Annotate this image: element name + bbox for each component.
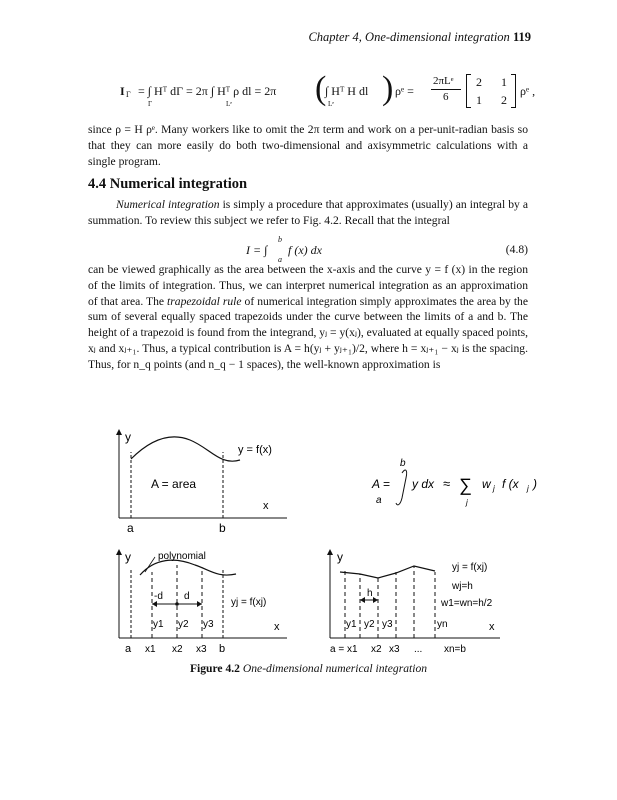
top-a-label: a bbox=[127, 521, 134, 535]
equation-top bbox=[120, 72, 540, 112]
bottom-right-panel bbox=[330, 550, 500, 655]
formula-close: ) bbox=[533, 477, 537, 491]
lim-gamma: Γ bbox=[148, 100, 153, 108]
m12: 1 bbox=[501, 75, 507, 89]
bl-a: a bbox=[125, 643, 132, 655]
eq-tail: ρᵉ , bbox=[520, 84, 536, 98]
formula-ydx: y dx bbox=[412, 477, 435, 491]
matrix-bracket-left bbox=[466, 74, 471, 108]
br-x2: x2 bbox=[371, 644, 382, 655]
br-ax1: a = x1 bbox=[330, 644, 358, 655]
quadrature-formula bbox=[371, 458, 537, 507]
caption-text: One-dimensional numerical integration bbox=[242, 662, 428, 675]
bl-midpoint-dot bbox=[175, 602, 179, 606]
figure-4-2 bbox=[0, 420, 617, 660]
top-b-label: b bbox=[219, 521, 226, 535]
eq48-body: I = ∫ bbox=[246, 243, 268, 257]
br-y-label: y bbox=[337, 550, 343, 564]
paragraph-2-text: is simply a procedure that approximates (usually) an integral by a summation. To review this subject we refer to Fig. 4.2. Recall that the integral bbox=[88, 198, 528, 227]
eq48-lower: a bbox=[278, 255, 282, 264]
term-numerical-integration: Numerical integration bbox=[116, 198, 220, 211]
eq-frac-num: 2πLᵉ bbox=[433, 75, 454, 87]
bl-b: b bbox=[219, 643, 226, 655]
bl-x3: x3 bbox=[196, 644, 207, 655]
formula-approx: ≈ bbox=[443, 476, 451, 491]
br-h-label: h bbox=[367, 588, 373, 599]
bl-y-label: y bbox=[125, 550, 131, 564]
top-f-label: y = f(x) bbox=[238, 444, 272, 456]
br-x-label: x bbox=[489, 621, 495, 633]
br-yj-label: yj = f(xj) bbox=[452, 562, 488, 573]
bl-y2: y2 bbox=[178, 619, 189, 630]
running-header bbox=[308, 30, 531, 45]
eq-lhs: I bbox=[120, 84, 125, 98]
top-y-label: y bbox=[125, 430, 131, 444]
figure-caption bbox=[0, 662, 617, 675]
paragraph-1: since ρ = H ρᵉ. Many workers like to omit the 2π term and work on a per-unit-radian basis so that they can more easily do both two-dimensional and axisymmetric calculations with a single program. bbox=[88, 123, 528, 168]
eq-part1: = ∫ Hᵀ dΓ = 2π ∫ Hᵀ ρ dl = 2π bbox=[138, 84, 277, 98]
big-paren-close: ) bbox=[382, 70, 394, 107]
eq-frac-den: 6 bbox=[443, 91, 449, 103]
top-panel bbox=[119, 430, 287, 535]
eq-rho: ρᵉ = bbox=[395, 84, 414, 98]
formula-A: A = bbox=[372, 477, 390, 491]
bl-curve bbox=[140, 560, 236, 575]
formula-fx: f (x bbox=[502, 477, 519, 491]
br-trapezoid-tops bbox=[340, 566, 435, 578]
br-y1: y1 bbox=[346, 619, 357, 630]
eq48-rest: f (x) dx bbox=[288, 243, 322, 257]
bl-d-label: d bbox=[184, 591, 190, 602]
section-heading: 4.4 Numerical integration bbox=[88, 176, 248, 192]
bl-poly-label: polynomial bbox=[158, 551, 206, 562]
top-curve bbox=[131, 437, 240, 461]
br-w1-label: w1=wn=h/2 bbox=[441, 598, 493, 609]
formula-fx-sub: j bbox=[527, 484, 529, 493]
formula-w-sub: j bbox=[493, 484, 495, 493]
br-xnb: xn=b bbox=[444, 644, 466, 655]
br-dots: ... bbox=[414, 644, 423, 655]
equation-number: (4.8) bbox=[505, 243, 528, 256]
lim-le-2: Lᵉ bbox=[328, 100, 335, 108]
bl-y1: y1 bbox=[153, 619, 164, 630]
top-area-label: A = area bbox=[151, 477, 197, 491]
bl-x-label: x bbox=[274, 621, 280, 633]
lim-le-1: Lᵉ bbox=[226, 100, 233, 108]
br-wj-label: wj=h bbox=[452, 581, 473, 592]
bl-x2: x2 bbox=[172, 644, 183, 655]
bl-x1: x1 bbox=[145, 644, 156, 655]
br-x3: x3 bbox=[389, 644, 400, 655]
formula-upper: b bbox=[400, 458, 406, 469]
chapter-title: Chapter 4, One-dimensional integration bbox=[308, 30, 510, 44]
bl-md-label: -d bbox=[154, 591, 163, 602]
m22: 2 bbox=[501, 93, 507, 107]
big-paren-open: ( bbox=[315, 70, 327, 107]
paragraph-3 bbox=[88, 262, 528, 373]
paragraph-3-b: of numerical integration simply approximates the area by the sum of several equally spaced trapezoids under the curve between the limits of a and b. The height of a trapezoid is found from the integrand, yⱼ = y(xⱼ), evaluated at equally spaced points, xⱼ and xⱼ₊₁. Thus, a typical contribution is A = h(yⱼ + yⱼ₊₁)/2, where h = xⱼ₊₁ − xⱼ is the spacing. Thus, for n_q points (and n_q − 1 spaces), the well-known approximation is bbox=[88, 294, 528, 371]
formula-w: w bbox=[482, 477, 491, 491]
frac-bar bbox=[431, 89, 461, 90]
eq-lhs-sub: Γ bbox=[126, 90, 131, 99]
page-number: 119 bbox=[512, 30, 531, 44]
br-y2: y2 bbox=[364, 619, 375, 630]
term-trapezoidal-rule: trapezoidal rule bbox=[167, 294, 242, 308]
matrix-bracket-right bbox=[511, 74, 516, 108]
equation-4-8 bbox=[246, 237, 406, 263]
eq48-upper: b bbox=[278, 235, 282, 244]
formula-lower: a bbox=[376, 495, 382, 506]
br-yn: yn bbox=[437, 619, 448, 630]
formula-sum-index: j bbox=[466, 498, 468, 507]
bl-yj-label: yj = f(xj) bbox=[231, 597, 267, 608]
formula-sum: ∑ bbox=[459, 475, 472, 495]
bl-y3: y3 bbox=[203, 619, 214, 630]
paragraph-2 bbox=[88, 197, 528, 229]
eq-inner: ∫ Hᵀ H dl bbox=[325, 84, 369, 98]
formula-integral-sign bbox=[396, 470, 407, 505]
br-y3: y3 bbox=[382, 619, 393, 630]
m11: 2 bbox=[476, 75, 482, 89]
caption-label: Figure 4.2 bbox=[189, 662, 240, 675]
top-x-label: x bbox=[263, 500, 269, 512]
paragraph-3-a: can be viewed graphically as the area between the x-axis and the curve y = f (x) in the region of the limits of integration. Thus, we can interpret numerical integration as an approximation of that area. The bbox=[88, 263, 528, 308]
m21: 1 bbox=[476, 93, 482, 107]
bottom-left-panel bbox=[119, 550, 287, 655]
